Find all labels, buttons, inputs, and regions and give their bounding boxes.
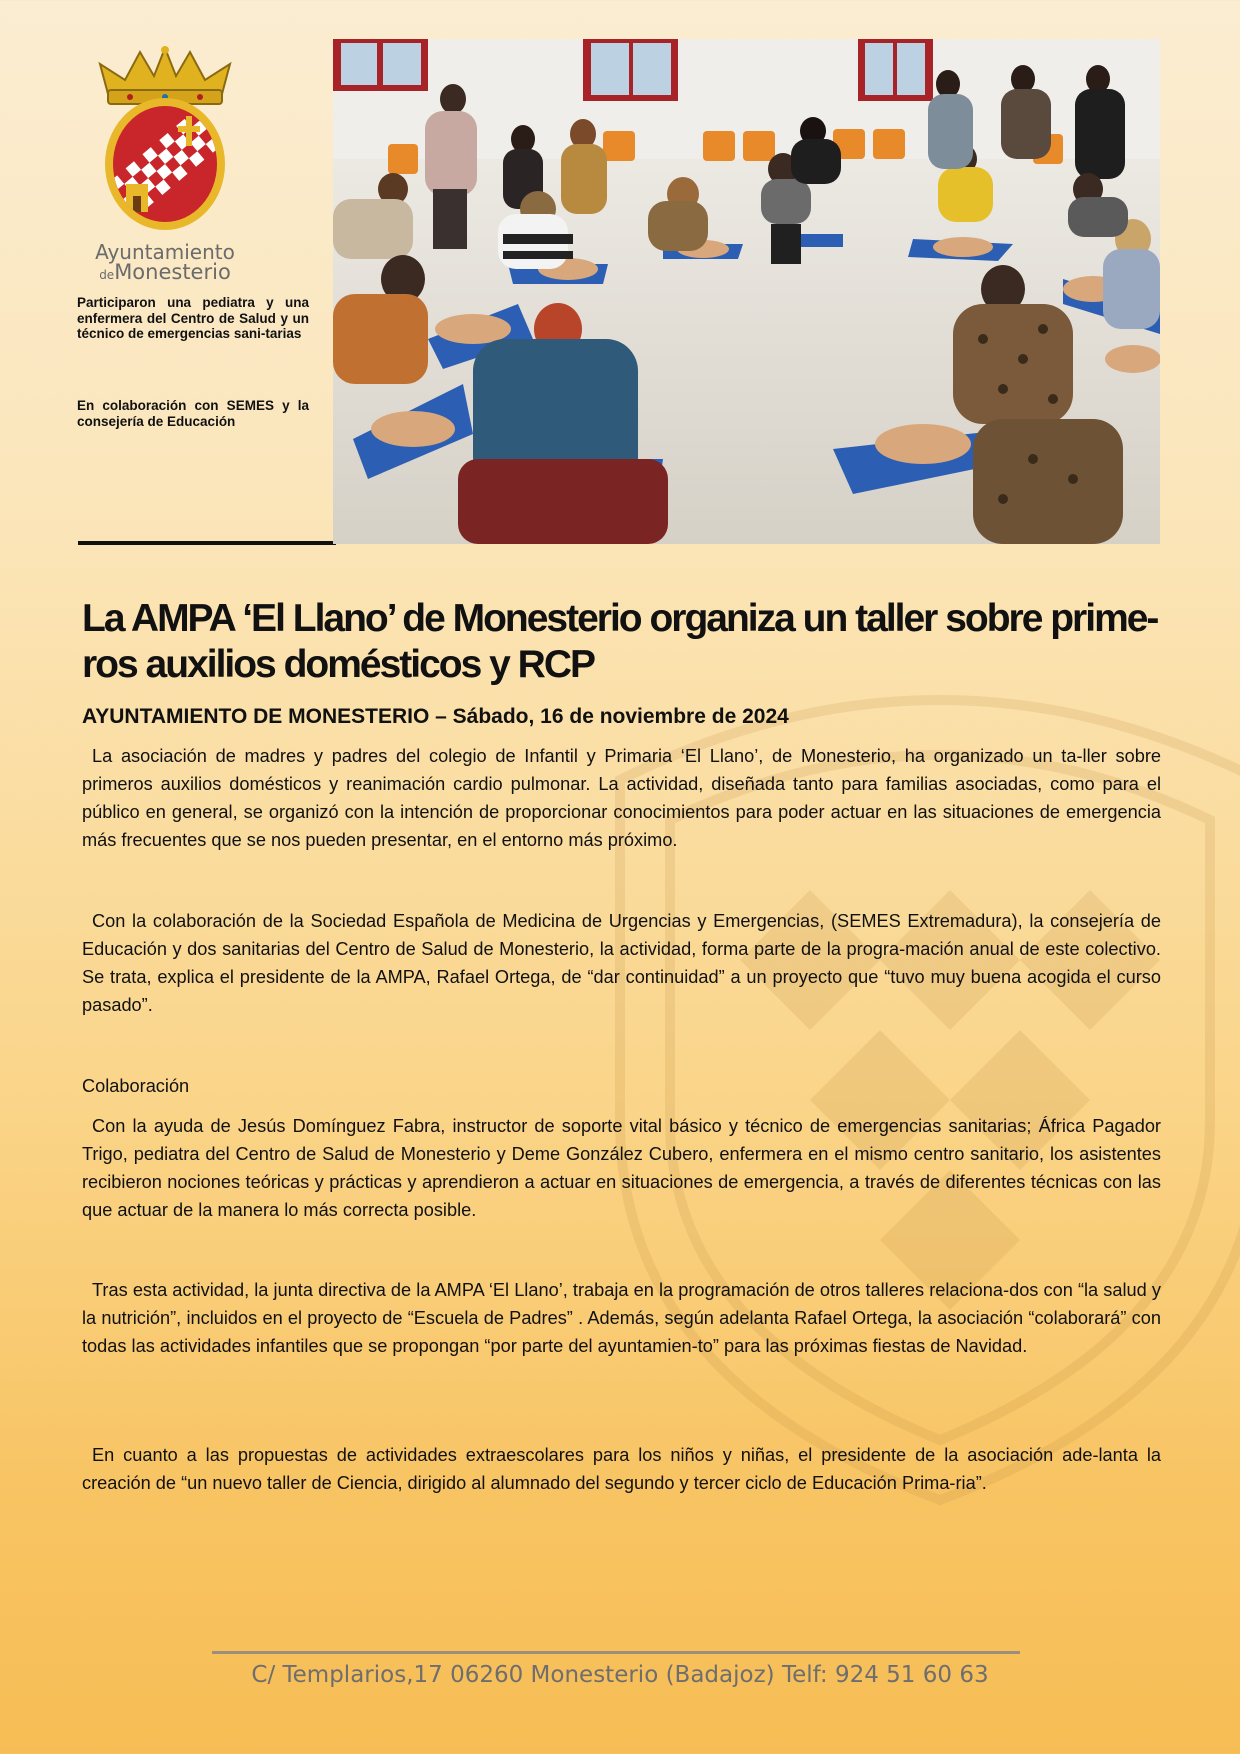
article-byline: AYUNTAMIENTO DE MONESTERIO – Sábado, 16 de noviembre de 2024 [82, 705, 789, 728]
footer-address: C/ Templarios,17 06260 Monesterio (Badajoz) Telf: 924 51 60 63 [251, 1662, 989, 1688]
article-paragraph: La asociación de madres y padres del colegio de Infantil y Primaria ‘El Llano’, de Monesterio, ha organizado un ta-ller sobre primeros auxilios domésticos y reanimación cardio pulmonar. La actividad, diseñada tanto para familias asociadas, como para el público en general, se organizó con la intención de proporcionar conocimientos para poder actuar en las situaciones de emergencia más frecuentes que se nos pueden presentar, en el entorno más próximo. [82, 746, 1161, 850]
sidebar-note-participants: Participaron una pediatra y una enfermera del Centro de Salud y un técnico de emergencias sani-tarias [77, 295, 309, 341]
workshop-photo [333, 39, 1160, 544]
sidebar-divider [78, 541, 336, 545]
logo-text-ayuntamiento: Ayuntamiento [95, 240, 235, 264]
article-paragraph: Con la ayuda de Jesús Domínguez Fabra, instructor de soporte vital básico y técnico de emergencias sanitarias; África Pagador Trigo, pediatra del Centro de Salud de Monesterio y Deme González Cubero, enfermera en el mismo centro sanitario, los asistentes recibieron nociones teóricas y prácticas y aprendieron a actuar en situaciones de emergencia, a través de diferentes técnicas con las que actuar de la manera lo más correcta posible. [82, 1116, 1161, 1220]
coat-of-arms-icon [90, 46, 240, 236]
article-headline: La AMPA ‘El Llano’ de Monesterio organiza un taller sobre prime-ros auxilios domésticos y RCP [82, 597, 1158, 686]
article-paragraph: Con la colaboración de la Sociedad Española de Medicina de Urgencias y Emergencias, (SEMES Extremadura), la consejería de Educación y dos sanitarias del Centro de Salud de Monesterio, la actividad, forma parte de la progra-mación anual de este colectivo. Se trata, explica el presidente de la AMPA, Rafael Ortega, de “dar continuidad” a un proyecto que “tuvo muy buena acogida el curso pasado”. [82, 911, 1161, 1015]
logo-text-de: de [99, 268, 115, 282]
workshop-photo-illustration [333, 39, 1160, 544]
logo-text-monesterio [90, 260, 240, 284]
municipality-logo [90, 46, 240, 286]
article-paragraph: En cuanto a las propuestas de actividades extraescolares para los niños y niñas, el presidente de la asociación ade-lanta la creación de “un nuevo taller de Ciencia, dirigido al alumnado del segundo y tercer ciclo de Educación Prima-ria”. [82, 1445, 1161, 1493]
sidebar-note-collaboration: En colaboración con SEMES y la consejería de Educación [77, 398, 309, 429]
article-paragraph: Tras esta actividad, la junta directiva de la AMPA ‘El Llano’, trabaja en la programación de otros talleres relaciona-dos con “la salud y la nutrición”, incluidos en el proyecto de “Escuela de Padres” . Además, según adelanta Rafael Ortega, la asociación “colaborará” con todas las actividades infantiles que se propongan “por parte del ayuntamien-to” para las próximas fiestas de Navidad. [82, 1280, 1161, 1356]
logo-text-main: Monesterio [114, 260, 231, 284]
article-subheading: Colaboración [82, 1076, 190, 1096]
footer-divider [212, 1651, 1020, 1654]
